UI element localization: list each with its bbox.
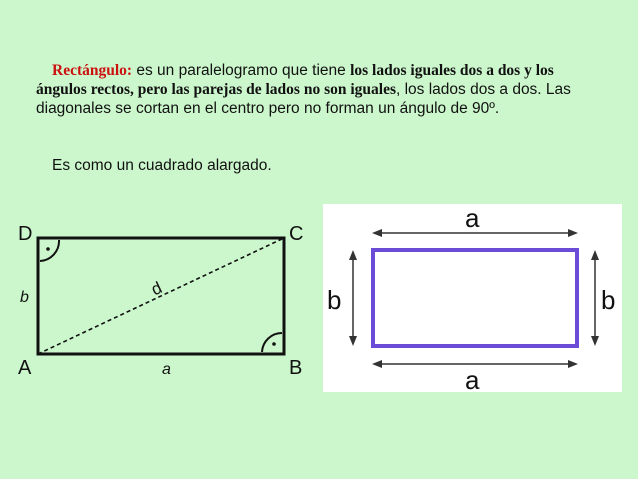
right-rectangle-figure — [323, 203, 622, 395]
vertex-label-a: A — [18, 357, 32, 379]
vertex-label-c: C — [289, 223, 304, 245]
definition-text-1: es un paralelogramo que tiene — [132, 62, 351, 79]
side-label-b: b — [20, 289, 29, 306]
vertex-label-b: B — [289, 357, 303, 379]
left-rectangle-figure — [18, 223, 303, 379]
right-angle-mark-b — [262, 333, 282, 352]
note-text: Es como un cuadrado alargado. — [52, 157, 272, 174]
definition-bold: los lados iguales dos a dos y los ángulos rectos, pero las parejas de lados no son iguales — [36, 62, 554, 98]
side-label-a: a — [162, 361, 171, 378]
definition-text-2: , los lados dos a dos. Las diagonales se cortan en el centro pero no forman un ángulo de 90º. — [36, 81, 571, 117]
right-label-bottom-a: a — [465, 365, 480, 395]
diagonal-label-d: d — [148, 278, 165, 300]
right-label-right-b: b — [601, 285, 616, 315]
right-label-top-a: a — [465, 203, 480, 233]
right-angle-mark-d — [40, 240, 59, 261]
right-angle-dot-b — [272, 342, 276, 346]
right-label-left-b: b — [327, 285, 342, 315]
right-angle-dot-d — [46, 247, 50, 251]
vertex-label-d: D — [18, 223, 33, 245]
term-rectangulo: Rectángulo: — [52, 62, 133, 79]
